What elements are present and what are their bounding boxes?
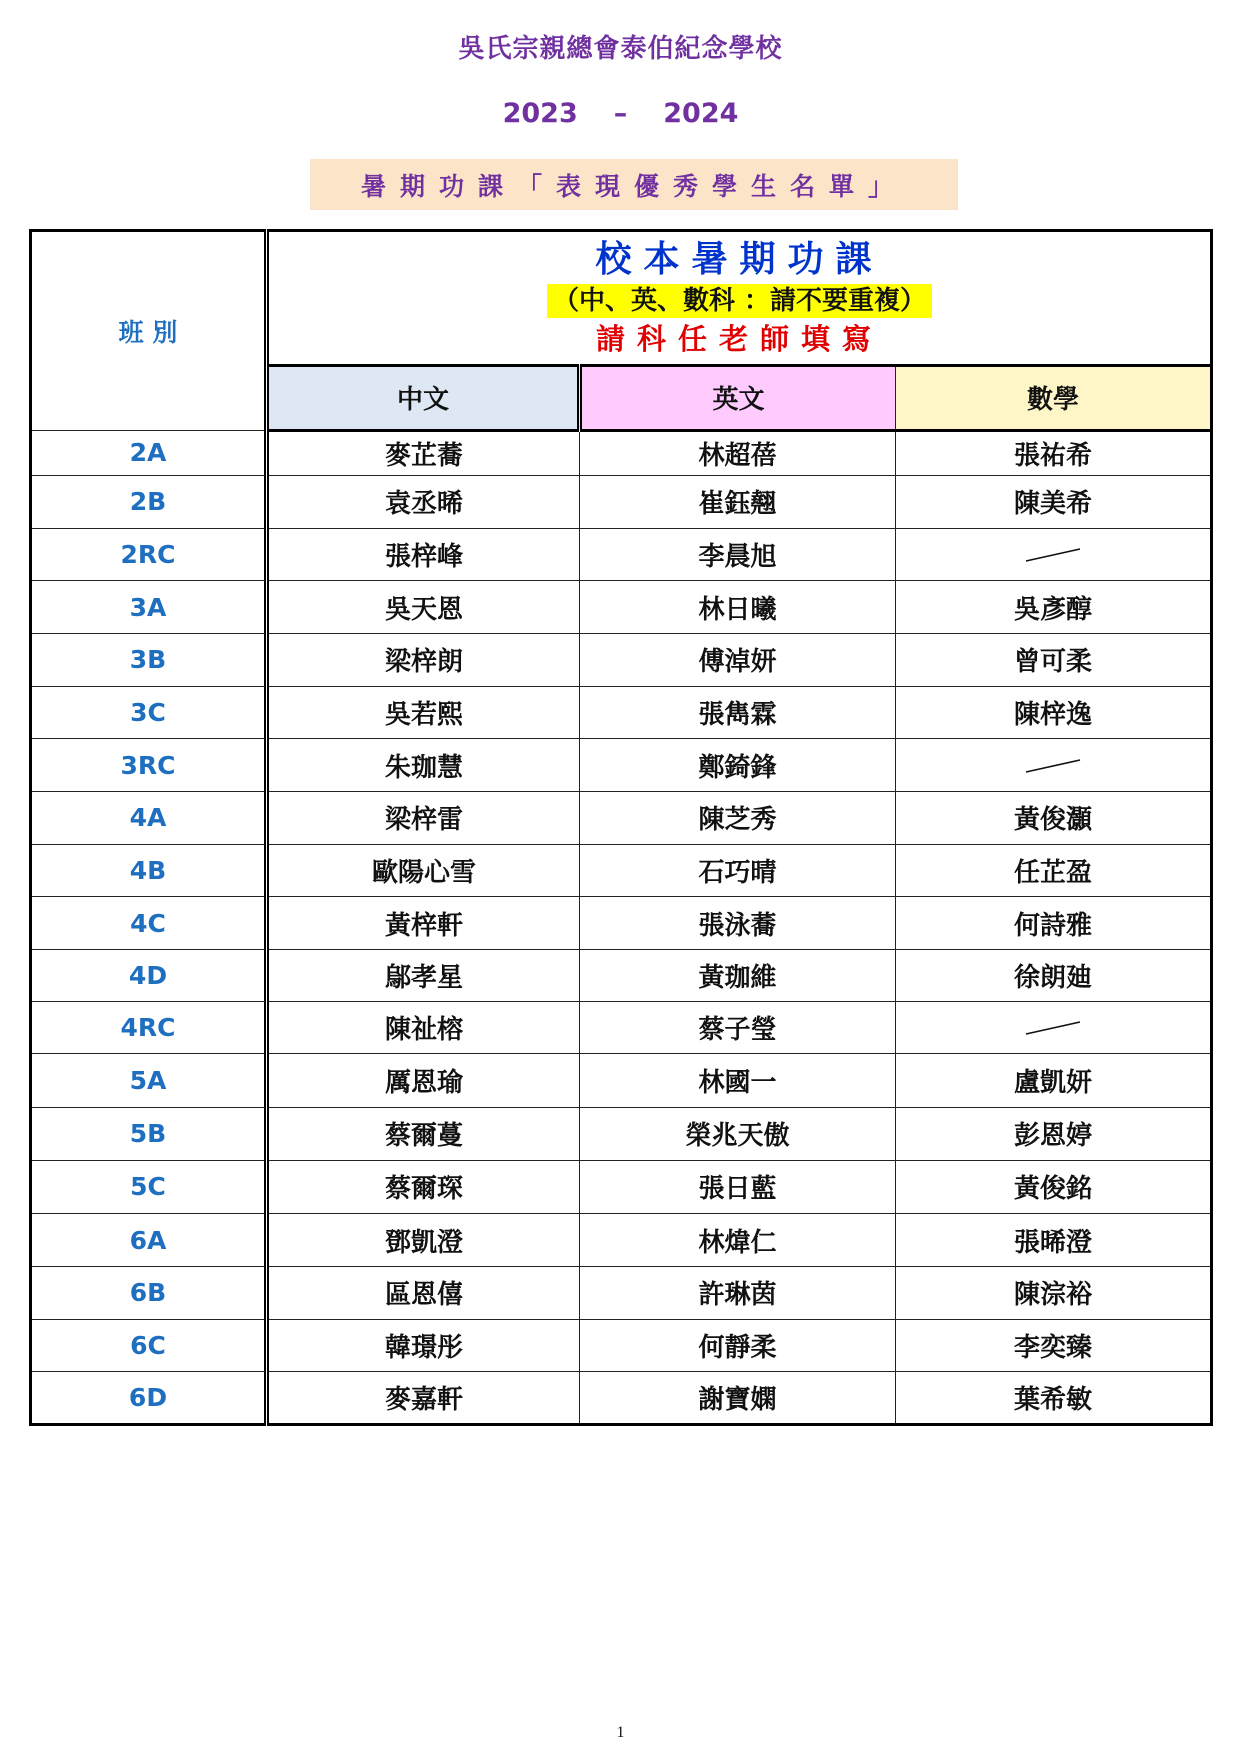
math-honoree-cell: 黃俊灝 (896, 792, 1212, 845)
math-honoree-cell: 盧凱妍 (896, 1054, 1212, 1108)
chinese-honoree-cell: 梁梓朗 (267, 634, 580, 687)
class-cell: 3C (31, 686, 267, 739)
chinese-honoree-cell: 梁梓雷 (267, 792, 580, 845)
table-row (31, 844, 1212, 897)
english-honoree-cell: 陳芝秀 (580, 792, 896, 845)
class-cell: 3B (31, 634, 267, 687)
table-row (31, 897, 1212, 950)
class-cell: 3RC (31, 739, 267, 792)
chinese-honoree-cell: 韓璟彤 (267, 1319, 580, 1372)
class-cell: 6D (31, 1372, 267, 1425)
chinese-honoree-cell: 張梓峰 (267, 528, 580, 581)
math-not-applicable-cell (896, 1001, 1212, 1054)
math-honoree-cell: 徐朗廸 (896, 949, 1212, 1001)
class-cell: 4C (31, 897, 267, 950)
chinese-honoree-cell: 袁丞晞 (267, 476, 580, 529)
math-not-applicable-cell (896, 528, 1212, 581)
class-column-header: 班 別 (31, 231, 267, 431)
english-honoree-cell: 許琳茵 (580, 1266, 896, 1319)
math-honoree-cell: 曾可柔 (896, 634, 1212, 687)
english-honoree-cell: 林超蓓 (580, 430, 896, 476)
class-cell: 2A (31, 430, 267, 476)
english-honoree-cell: 傅淖妍 (580, 634, 896, 687)
table-row (31, 1054, 1212, 1108)
chinese-honoree-cell: 鄔孝星 (267, 949, 580, 1001)
table-row (31, 739, 1212, 792)
english-honoree-cell: 張雋霖 (580, 686, 896, 739)
table-row (31, 1319, 1212, 1372)
english-honoree-cell: 蔡子瑩 (580, 1001, 896, 1054)
math-honoree-cell: 李奕臻 (896, 1319, 1212, 1372)
english-honoree-cell: 謝寶嫻 (580, 1372, 896, 1425)
class-cell: 5B (31, 1107, 267, 1160)
group-note: （中、英、數科 ：請不要重複） (547, 284, 932, 318)
table-row (31, 1001, 1212, 1054)
table-row (31, 581, 1212, 634)
group-instruction: 請科任老師填寫 (595, 321, 883, 356)
math-honoree-cell: 葉希敏 (896, 1372, 1212, 1425)
class-cell: 6B (31, 1266, 267, 1319)
table-row (31, 1107, 1212, 1160)
diagonal-line-mark (1024, 547, 1082, 563)
english-honoree-cell: 石巧晴 (580, 844, 896, 897)
column-header-english: 英文 (580, 365, 896, 430)
english-honoree-cell: 張日藍 (580, 1160, 896, 1214)
class-cell: 3A (31, 581, 267, 634)
chinese-honoree-cell: 蔡爾蔓 (267, 1107, 580, 1160)
table-row (31, 792, 1212, 845)
year-start: 2023 (502, 98, 578, 129)
table-row (31, 476, 1212, 529)
chinese-honoree-cell: 陳祉榕 (267, 1001, 580, 1054)
table-row (31, 1266, 1212, 1319)
class-cell: 4B (31, 844, 267, 897)
chinese-honoree-cell: 蔡爾琛 (267, 1160, 580, 1214)
chinese-honoree-cell: 鄧凱澄 (267, 1214, 580, 1267)
chinese-honoree-cell: 厲恩瑜 (267, 1054, 580, 1108)
class-cell: 4A (31, 792, 267, 845)
diagonal-line-mark (1024, 758, 1082, 774)
class-cell: 6C (31, 1319, 267, 1372)
math-honoree-cell: 何詩雅 (896, 897, 1212, 950)
diagonal-line-mark (1024, 1020, 1082, 1036)
class-cell: 4RC (31, 1001, 267, 1054)
english-honoree-cell: 林煒仁 (580, 1214, 896, 1267)
column-header-math: 數學 (896, 365, 1212, 430)
math-honoree-cell: 吳彥醇 (896, 581, 1212, 634)
math-honoree-cell: 黃俊銘 (896, 1160, 1212, 1214)
student-roster-table (29, 229, 1213, 1426)
english-honoree-cell: 崔鈺翹 (580, 476, 896, 529)
class-cell: 2RC (31, 528, 267, 581)
math-honoree-cell: 任芷盈 (896, 844, 1212, 897)
math-honoree-cell: 陳淙裕 (896, 1266, 1212, 1319)
roster-body (31, 430, 1212, 1425)
english-honoree-cell: 榮兆天傲 (580, 1107, 896, 1160)
english-honoree-cell: 何靜柔 (580, 1319, 896, 1372)
chinese-honoree-cell: 麥嘉軒 (267, 1372, 580, 1425)
table-row (31, 1372, 1212, 1425)
table-row (31, 686, 1212, 739)
class-cell: 2B (31, 476, 267, 529)
chinese-honoree-cell: 朱珈慧 (267, 739, 580, 792)
math-honoree-cell: 彭恩婷 (896, 1107, 1212, 1160)
list-banner: 暑期功課「表現優秀學生名單」 (310, 159, 958, 210)
math-honoree-cell: 陳美希 (896, 476, 1212, 529)
english-honoree-cell: 張泳蕎 (580, 897, 896, 950)
math-honoree-cell: 張祐希 (896, 430, 1212, 476)
class-cell: 4D (31, 949, 267, 1001)
english-honoree-cell: 鄭錡鋒 (580, 739, 896, 792)
chinese-honoree-cell: 歐陽心雪 (267, 844, 580, 897)
english-honoree-cell: 李晨旭 (580, 528, 896, 581)
math-not-applicable-cell (896, 739, 1212, 792)
chinese-honoree-cell: 吳天恩 (267, 581, 580, 634)
table-row (31, 1160, 1212, 1214)
chinese-honoree-cell: 吳若熙 (267, 686, 580, 739)
english-honoree-cell: 林日曦 (580, 581, 896, 634)
table-row (31, 430, 1212, 476)
chinese-honoree-cell: 黃梓軒 (267, 897, 580, 950)
year-end: 2024 (663, 98, 739, 129)
table-row (31, 634, 1212, 687)
group-title: 校本暑期功課 (595, 238, 884, 280)
page-number: 1 (616, 1724, 625, 1741)
school-name: 吳氏宗親總會泰伯紀念學校 (458, 34, 783, 64)
class-cell: 5C (31, 1160, 267, 1214)
table-row (31, 949, 1212, 1001)
math-honoree-cell: 張晞澄 (896, 1214, 1212, 1267)
english-honoree-cell: 黃珈維 (580, 949, 896, 1001)
academic-year (0, 98, 1241, 129)
chinese-honoree-cell: 區恩僖 (267, 1266, 580, 1319)
chinese-honoree-cell: 麥芷蕎 (267, 430, 580, 476)
column-header-chinese: 中文 (267, 365, 580, 430)
homework-group-header (267, 231, 1212, 366)
table-row (31, 1214, 1212, 1267)
table-row (31, 528, 1212, 581)
math-honoree-cell: 陳梓逸 (896, 686, 1212, 739)
class-cell: 6A (31, 1214, 267, 1267)
class-cell: 5A (31, 1054, 267, 1108)
year-dash: – (613, 98, 628, 129)
english-honoree-cell: 林國一 (580, 1054, 896, 1108)
